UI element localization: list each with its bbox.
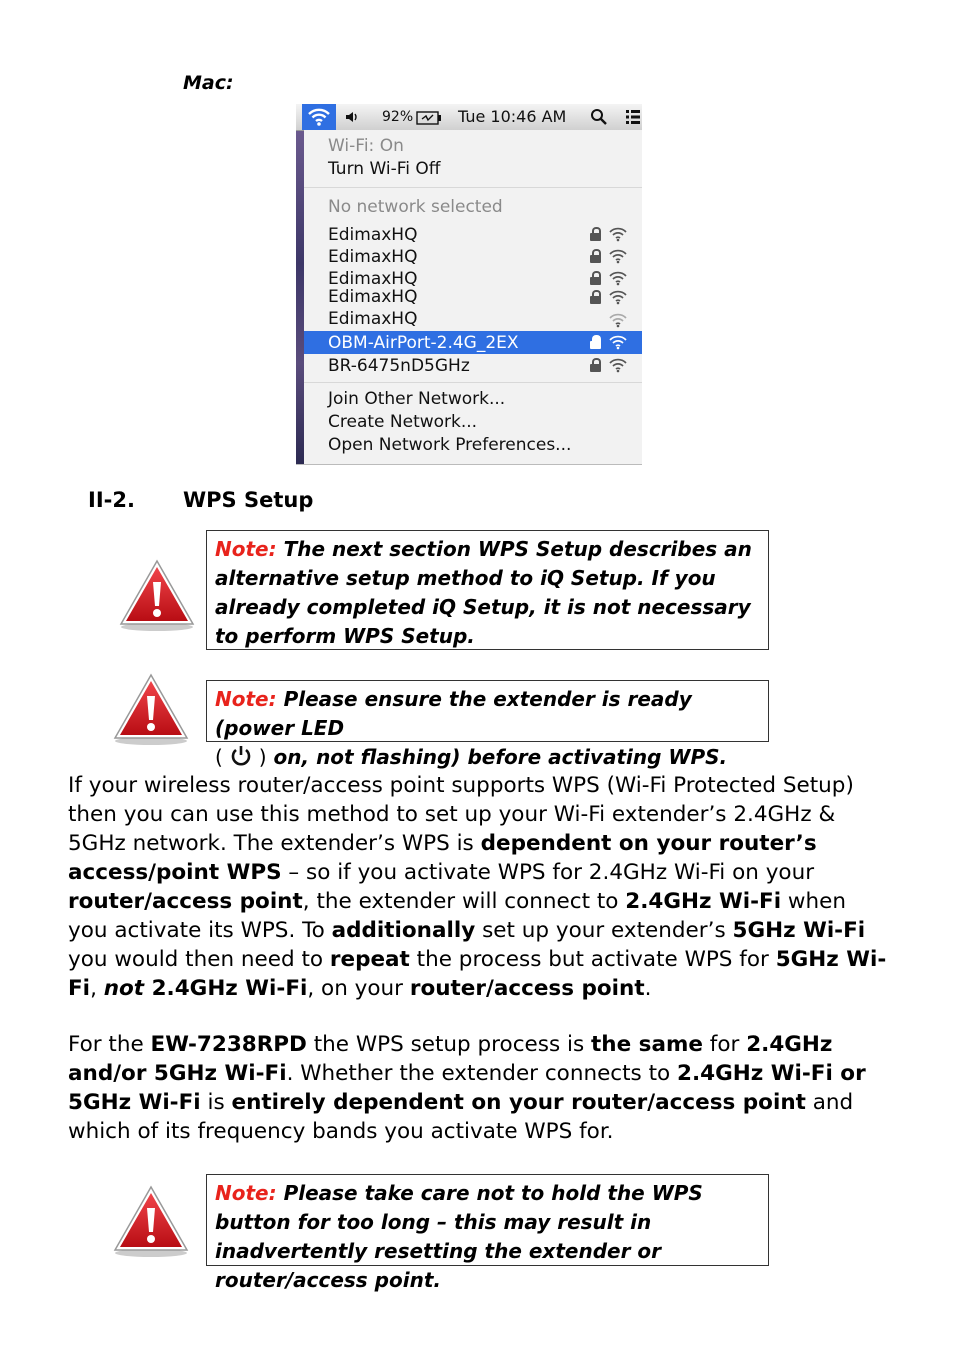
lock-icon bbox=[590, 296, 601, 304]
note-text: The next section WPS Setup describes an alternative setup method to iQ Setup. If you already completed iQ Setup, it is not necessary to perform WPS Setup. bbox=[215, 537, 752, 648]
text-run: set up your extender’s bbox=[475, 918, 733, 943]
turn-wifi-off-item[interactable]: Turn Wi-Fi Off bbox=[328, 159, 441, 179]
warning-triangle-icon bbox=[112, 1184, 190, 1258]
menu-separator bbox=[304, 187, 642, 188]
text-run: . bbox=[644, 976, 652, 1001]
paren-open: ( bbox=[215, 745, 223, 769]
wifi-signal-icon bbox=[608, 357, 628, 373]
volume-icon[interactable] bbox=[344, 109, 360, 129]
bold-text: router/access point bbox=[409, 976, 645, 1001]
notification-center-icon[interactable] bbox=[626, 109, 640, 129]
menubar-wifi-icon[interactable] bbox=[302, 104, 336, 130]
bold-text: 2.4GHz Wi-Fi or 5GHz Wi-Fi bbox=[68, 1061, 866, 1115]
lock-icon bbox=[590, 255, 601, 263]
power-icon bbox=[230, 745, 252, 767]
lock-icon bbox=[590, 341, 601, 349]
network-item[interactable]: EdimaxHQ bbox=[328, 247, 418, 267]
note-box-wps-button bbox=[206, 1174, 769, 1292]
wifi-signal-icon bbox=[608, 334, 628, 350]
wifi-signal-icon bbox=[608, 226, 628, 242]
network-item-selected[interactable]: OBM-AirPort-2.4G_2EX bbox=[328, 333, 519, 353]
wifi-signal-icon bbox=[608, 312, 628, 328]
menubar-clock[interactable]: Tue 10:46 AM bbox=[458, 107, 567, 126]
paragraph-model-wps bbox=[68, 1030, 888, 1146]
open-network-preferences-item[interactable]: Open Network Preferences... bbox=[328, 435, 572, 455]
note-label: Note: bbox=[215, 687, 277, 711]
text-run: you would then need to bbox=[68, 947, 330, 972]
text-run: and which of its frequency bands you activate WPS for. bbox=[68, 1090, 854, 1144]
network-item[interactable]: EdimaxHQ bbox=[328, 269, 418, 289]
bold-text: additionally bbox=[331, 918, 476, 943]
desktop-background bbox=[296, 130, 304, 464]
warning-triangle-icon bbox=[118, 558, 196, 632]
paragraph-wps-intro bbox=[68, 771, 888, 1003]
lock-icon bbox=[590, 364, 601, 372]
bold-text: the same bbox=[591, 1032, 703, 1057]
network-item[interactable]: EdimaxHQ bbox=[328, 309, 418, 329]
note-box-power-led bbox=[206, 680, 769, 769]
create-network-item[interactable]: Create Network... bbox=[328, 412, 478, 432]
text-run: – so if you activate WPS for 2.4GHz Wi-Fi on your bbox=[281, 860, 815, 885]
spotlight-search-icon[interactable] bbox=[590, 108, 608, 130]
mac-label: Mac: bbox=[183, 72, 234, 94]
text-run: when you activate its WPS. To bbox=[68, 889, 846, 943]
network-item[interactable]: EdimaxHQ bbox=[328, 225, 418, 245]
text-run: for bbox=[702, 1032, 747, 1057]
mac-menubar bbox=[296, 104, 642, 131]
text-run: . Whether the extender connects to bbox=[286, 1061, 678, 1086]
note-label: Note: bbox=[215, 1181, 277, 1205]
wifi-dropdown-menu bbox=[304, 130, 642, 464]
note-text: Please take care not to hold the WPS button for too long – this may result in inadvertently resetting the extender or router/access point. bbox=[215, 1181, 703, 1292]
lock-icon bbox=[590, 277, 601, 285]
wifi-signal-icon bbox=[608, 270, 628, 286]
text-run: , the extender will connect to bbox=[302, 889, 626, 914]
section-title: WPS Setup bbox=[183, 488, 314, 512]
bold-text: 5GHz Wi-Fi bbox=[68, 947, 887, 1001]
text-run: is bbox=[200, 1090, 232, 1115]
battery-icon[interactable] bbox=[416, 110, 442, 129]
mac-wifi-menu-screenshot bbox=[296, 104, 642, 465]
note-text: on, not flashing) before activating WPS. bbox=[273, 745, 728, 769]
text-run: the WPS setup process is bbox=[306, 1032, 591, 1057]
bold-text: 2.4GHz Wi-Fi bbox=[144, 976, 308, 1001]
text-run: For the bbox=[68, 1032, 151, 1057]
bold-italic-text: not bbox=[103, 976, 145, 1001]
bold-text: 2.4GHz and/or 5GHz Wi-Fi bbox=[68, 1032, 833, 1086]
menu-separator bbox=[304, 382, 642, 383]
bold-text: 2.4GHz Wi-Fi bbox=[625, 889, 782, 914]
battery-percent: 92% bbox=[382, 109, 414, 125]
wifi-signal-icon bbox=[608, 289, 628, 305]
wifi-status: Wi-Fi: On bbox=[328, 136, 404, 156]
lock-icon bbox=[590, 233, 601, 241]
bold-text: entirely dependent on your router/access point bbox=[231, 1090, 806, 1115]
join-other-network-item[interactable]: Join Other Network... bbox=[328, 389, 506, 409]
network-item[interactable]: BR-6475nD5GHz bbox=[328, 356, 470, 376]
warning-triangle-icon bbox=[112, 672, 190, 746]
paren-close: ) bbox=[258, 745, 267, 769]
text-run: If your wireless router/access point supports WPS (Wi-Fi Protected Setup) then you can use this method to set up your Wi-Fi extender’s 2.4GHz & 5GHz network. The extender’s WPS is bbox=[68, 773, 854, 856]
bold-text: 5GHz Wi-Fi bbox=[732, 918, 866, 943]
no-network-selected: No network selected bbox=[328, 197, 503, 217]
note-label: Note: bbox=[215, 537, 277, 561]
bold-text: EW-7238RPD bbox=[150, 1032, 307, 1057]
text-run: , on your bbox=[307, 976, 410, 1001]
bold-text: router/access point bbox=[68, 889, 303, 914]
bold-text: repeat bbox=[329, 947, 410, 972]
note-text: Please ensure the extender is ready (power LED bbox=[215, 687, 692, 740]
note-box-iq-setup bbox=[206, 530, 769, 650]
text-run: the process but activate WPS for bbox=[409, 947, 776, 972]
bold-text: dependent on your router’s access/point WPS bbox=[68, 831, 817, 885]
network-item[interactable]: EdimaxHQ bbox=[328, 287, 418, 307]
section-number: II-2. bbox=[88, 488, 135, 512]
text-run: , bbox=[90, 976, 104, 1001]
wifi-signal-icon bbox=[608, 248, 628, 264]
